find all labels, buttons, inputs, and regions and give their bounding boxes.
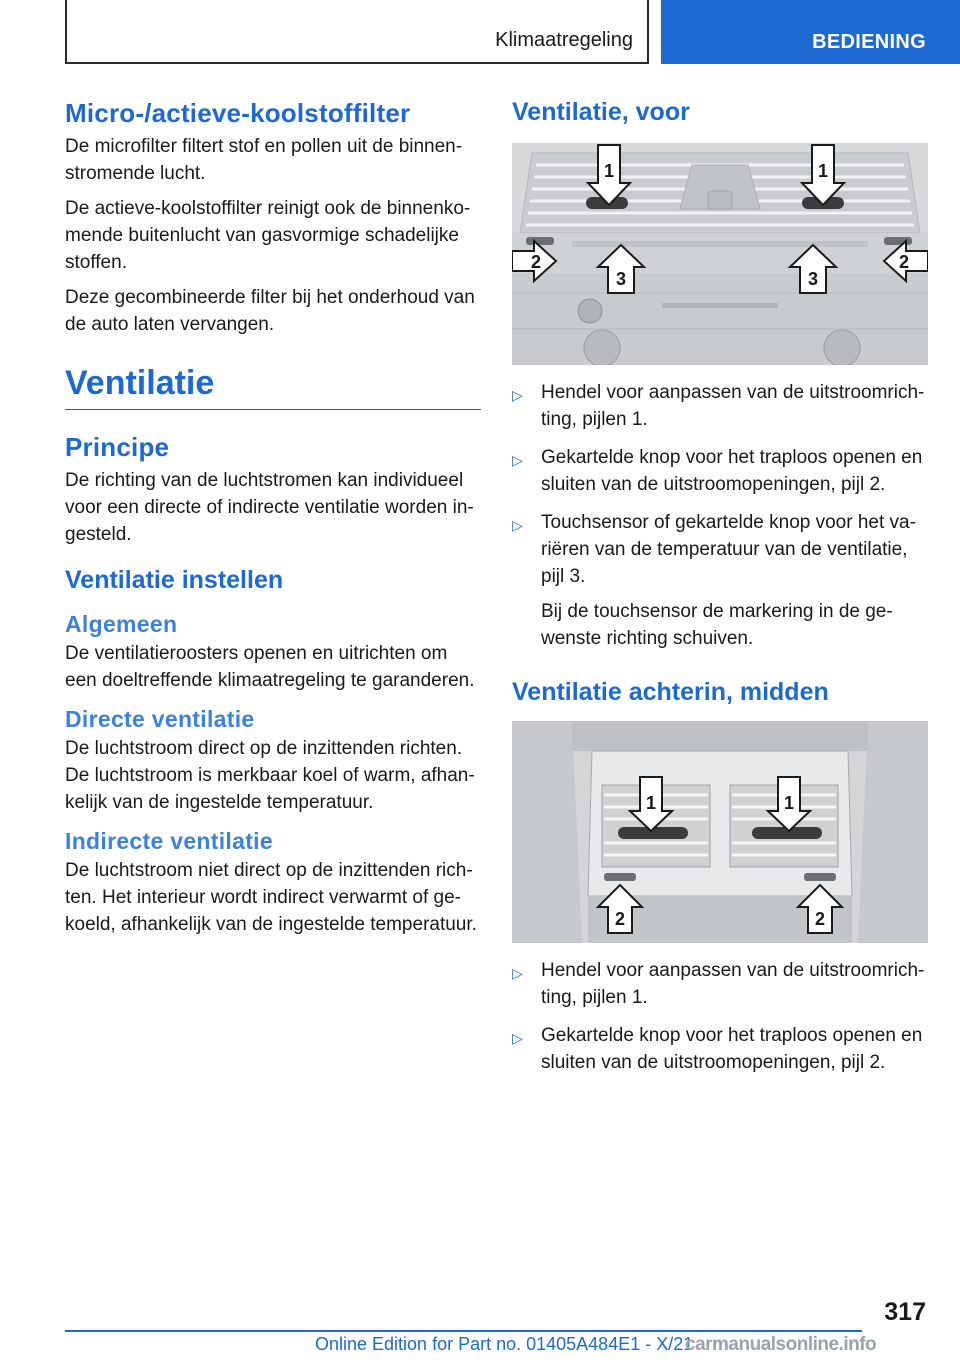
- heading-ventilatie: Ventilatie: [65, 364, 481, 410]
- list-item: ▷ Hendel voor aanpassen van de uitstroomrich- ting, pijlen 1.: [512, 382, 925, 430]
- fig1-label-1a: 1: [603, 161, 615, 181]
- front-vents-illustration: [512, 143, 928, 365]
- triangle-bullet-icon: ▷: [512, 1030, 523, 1046]
- heading-algemeen: Algemeen: [65, 611, 178, 637]
- triangle-bullet-icon: ▷: [512, 517, 523, 533]
- heading-filter: Micro-/actieve-koolstoffilter: [65, 98, 411, 128]
- triangle-bullet-icon: ▷: [512, 387, 523, 403]
- list-item-note: Bij de touchsensor de markering in de ge- wenste richting schuiven.: [541, 601, 893, 649]
- header-chapter-label: BEDIENING: [812, 31, 926, 53]
- list-item: ▷ Hendel voor aanpassen van de uitstroomrich- ting, pijlen 1.: [512, 960, 925, 1008]
- page-number: 317: [884, 1298, 926, 1326]
- figure-rear-vents: [512, 721, 928, 943]
- triangle-bullet-icon: ▷: [512, 965, 523, 981]
- paragraph-filter-3: Deze gecombineerde filter bij het onderhoud van de auto laten vervangen.: [65, 287, 475, 335]
- fig1-label-3b: 3: [807, 269, 819, 289]
- heading-ventilatie-achterin: Ventilatie achterin, midden: [512, 678, 829, 706]
- list-item: ▷ Gekartelde knop voor het traploos openen en sluiten van de uitstroomopeningen, pijl 2.: [512, 447, 923, 495]
- fig2-label-2a: 2: [614, 909, 626, 929]
- header-section-box: [65, 0, 649, 64]
- list-item: ▷ Gekartelde knop voor het traploos openen en sluiten van de uitstroomopeningen, pijl 2.: [512, 1025, 923, 1073]
- figure-front-vents: [512, 143, 928, 365]
- header-section-title: Klimaatregeling: [495, 29, 633, 51]
- fig1-label-2b: 2: [898, 252, 910, 272]
- front-vents-list: [512, 379, 928, 652]
- paragraph-algemeen: De ventilatieroosters openen en uitrichten om een doeltreffende klimaatregeling te garanderen.: [65, 643, 475, 691]
- fig1-label-2a: 2: [530, 252, 542, 272]
- right-column: [512, 98, 928, 1087]
- triangle-bullet-icon: ▷: [512, 452, 523, 468]
- heading-principe: Principe: [65, 432, 170, 462]
- paragraph-filter-1: De microfilter filtert stof en pollen uit de binnen- stromende lucht.: [65, 136, 463, 184]
- fig2-label-2b: 2: [814, 909, 826, 929]
- watermark: carmanualsonline.info: [685, 1334, 877, 1355]
- header-chapter-tab: [661, 0, 960, 64]
- rear-vents-list: [512, 957, 928, 1076]
- footer-edition: Online Edition for Part no. 01405A484E1 - X/21: [315, 1334, 694, 1354]
- paragraph-directe-ventilatie: De luchtstroom direct op de inzittenden richten. De luchtstroom is merkbaar koel of warm, afhan- kelijk van de ingestelde temperatuur.: [65, 738, 475, 813]
- left-column: [65, 98, 481, 946]
- heading-directe-ventilatie: Directe ventilatie: [65, 706, 255, 732]
- paragraph-principe: De richting van de luchtstromen kan individueel voor een directe of indirecte ventilatie worden in- gesteld.: [65, 470, 474, 545]
- paragraph-indirecte-ventilatie: De luchtstroom niet direct op de inzittenden rich- ten. Het interieur wordt indirect verwarmt of ge- koeld, afhankelijk van de ingestelde temperatuur.: [65, 860, 477, 935]
- fig1-label-1b: 1: [817, 161, 829, 181]
- footer-rule: [65, 1330, 862, 1332]
- heading-indirecte-ventilatie: Indirecte ventilatie: [65, 828, 273, 854]
- heading-ventilatie-voor: Ventilatie, voor: [512, 98, 690, 126]
- fig2-label-1b: 1: [783, 793, 795, 813]
- fig1-label-3a: 3: [615, 269, 627, 289]
- fig2-label-1a: 1: [645, 793, 657, 813]
- list-item: ▷ Touchsensor of gekartelde knop voor het va- riëren van de temperatuur van de ventilatie, pijl 3. Bij de touchsensor de markering in de ge- wenste richting schuiven.: [512, 509, 928, 652]
- rear-vents-illustration: [512, 721, 928, 943]
- heading-ventilatie-instellen: Ventilatie instellen: [65, 566, 284, 594]
- paragraph-filter-2: De actieve-koolstoffilter reinigt ook de binnenko- mende buitenlucht van gasvormige schadelijke stoffen.: [65, 198, 471, 273]
